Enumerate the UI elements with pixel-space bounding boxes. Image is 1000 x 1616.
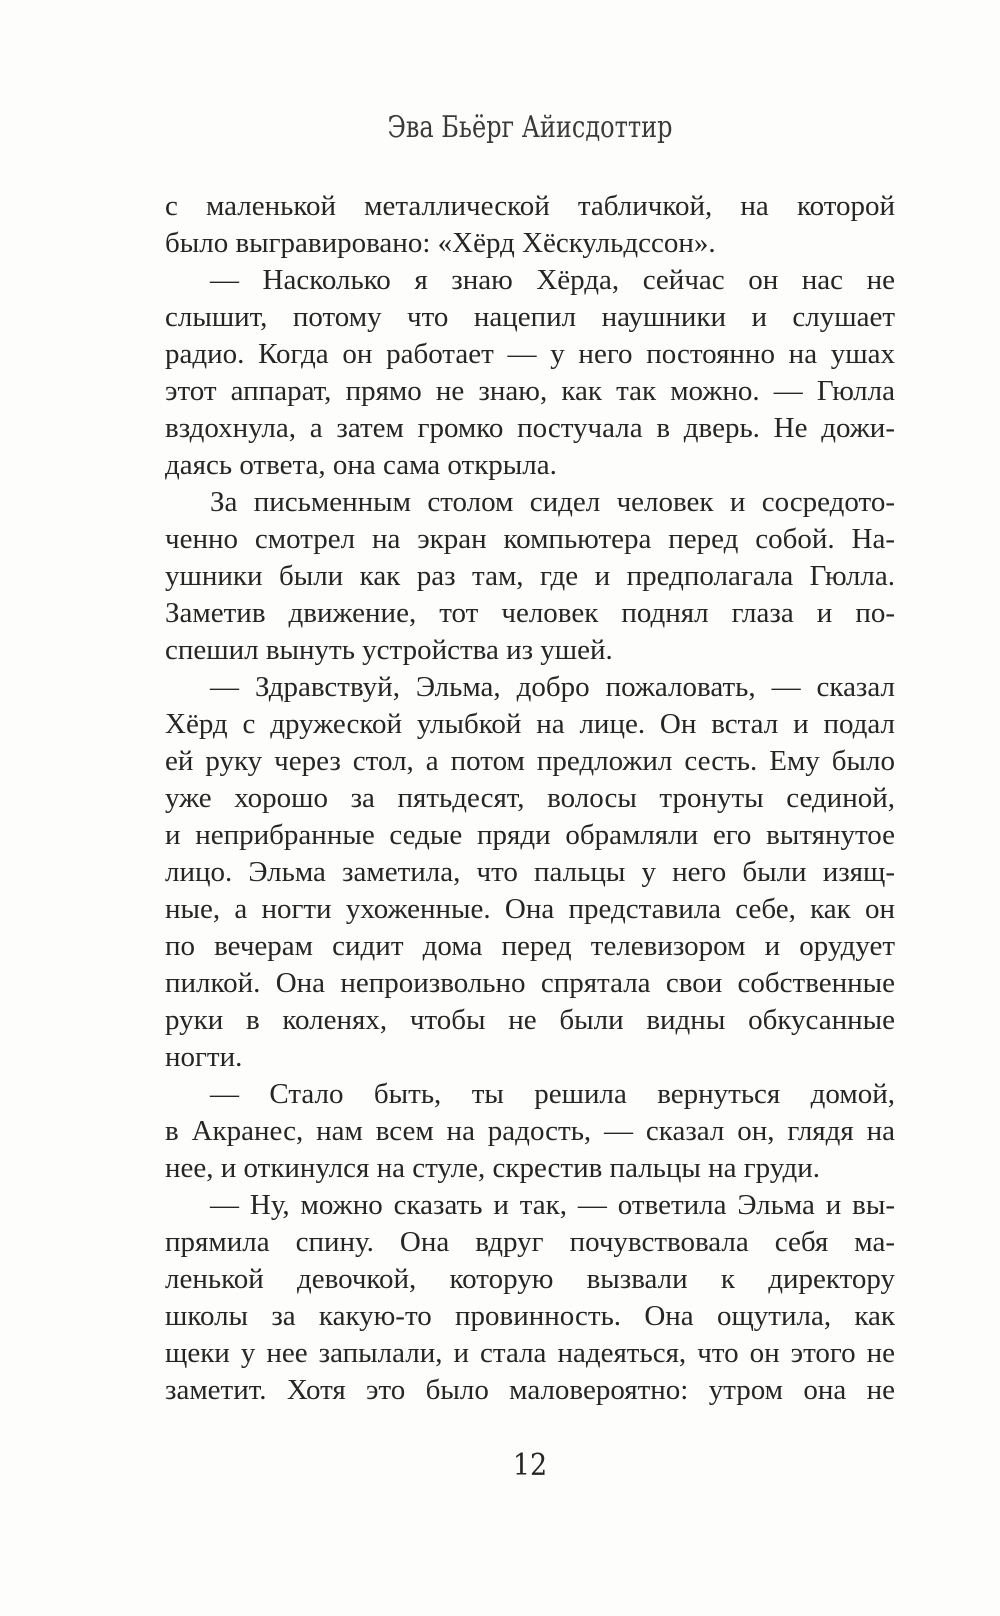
- text-line: щеки у нее запылали, и стала надеяться, что он этого не: [165, 1337, 895, 1369]
- text-line: — Здравствуй, Эльма, добро пожаловать, — сказал: [210, 671, 895, 703]
- text-line: ченно смотрел на экран компьютера перед собой. На-: [165, 523, 895, 555]
- page-text: [165, 188, 895, 1409]
- text-line: даясь ответа, она сама открыла.: [165, 449, 557, 481]
- text-line: ногти.: [165, 1041, 243, 1073]
- text-line: заметит. Хотя это было маловероятно: утром она не: [165, 1374, 895, 1406]
- text-line: нее, и откинулся на стуле, скрестив пальцы на груди.: [165, 1152, 820, 1184]
- text-line: лицо. Эльма заметила, что пальцы у него были изящ-: [165, 856, 895, 888]
- text-line: — Ну, можно сказать и так, — ответила Эльма и вы-: [210, 1189, 895, 1221]
- text-line: ей руку через стол, а потом предложил сесть. Ему было: [165, 745, 895, 777]
- text-line: радио. Когда он работает — у него постоянно на ушах: [165, 338, 895, 370]
- text-line: по вечерам сидит дома перед телевизором и орудует: [165, 930, 895, 962]
- text-line: в Акранес, нам всем на радость, — сказал он, глядя на: [165, 1115, 895, 1147]
- text-line: и неприбранные седые пряди обрамляли его вытянутое: [165, 819, 895, 851]
- text-line: вздохнула, а затем громко постучала в дверь. Не дожи-: [165, 412, 895, 444]
- text-line: Заметив движение, тот человек поднял глаза и по-: [165, 597, 895, 629]
- text-line: руки в коленях, чтобы не были видны обкусанные: [165, 1004, 895, 1036]
- text-line: ленькой девочкой, которую вызвали к директору: [165, 1263, 895, 1295]
- running-header: Эва Бьёрг Айисдоттир: [387, 110, 673, 145]
- text-line: ушники были как раз там, где и предполагала Гюлла.: [165, 560, 895, 592]
- text-line: прямила спину. Она вдруг почувствовала себя ма-: [165, 1226, 895, 1258]
- text-line: — Насколько я знаю Хёрда, сейчас он нас не: [210, 264, 895, 296]
- text-line: За письменным столом сидел человек и сосредото-: [210, 486, 895, 518]
- text-line: уже хорошо за пятьдесят, волосы тронуты сединой,: [165, 782, 895, 814]
- text-line: ные, а ногти ухоженные. Она представила себе, как он: [165, 893, 895, 925]
- text-line: пилкой. Она непроизвольно спрятала свои собственные: [165, 967, 895, 999]
- text-line: Хёрд с дружеской улыбкой на лице. Он встал и подал: [165, 708, 895, 740]
- text-line: этот аппарат, прямо не знаю, как так можно. — Гюлла: [165, 375, 895, 407]
- text-line: школы за какую-то провинность. Она ощутила, как: [165, 1300, 895, 1332]
- text-line: — Стало быть, ты решила вернуться домой,: [210, 1078, 895, 1110]
- page-number: 12: [512, 1448, 548, 1483]
- text-line: было выгравировано: «Хёрд Хёскульдссон».: [165, 227, 716, 259]
- text-line: спешил вынуть устройства из ушей.: [165, 634, 613, 666]
- text-line: с маленькой металлической табличкой, на которой: [165, 190, 895, 222]
- text-line: слышит, потому что нацепил наушники и слушает: [165, 301, 895, 333]
